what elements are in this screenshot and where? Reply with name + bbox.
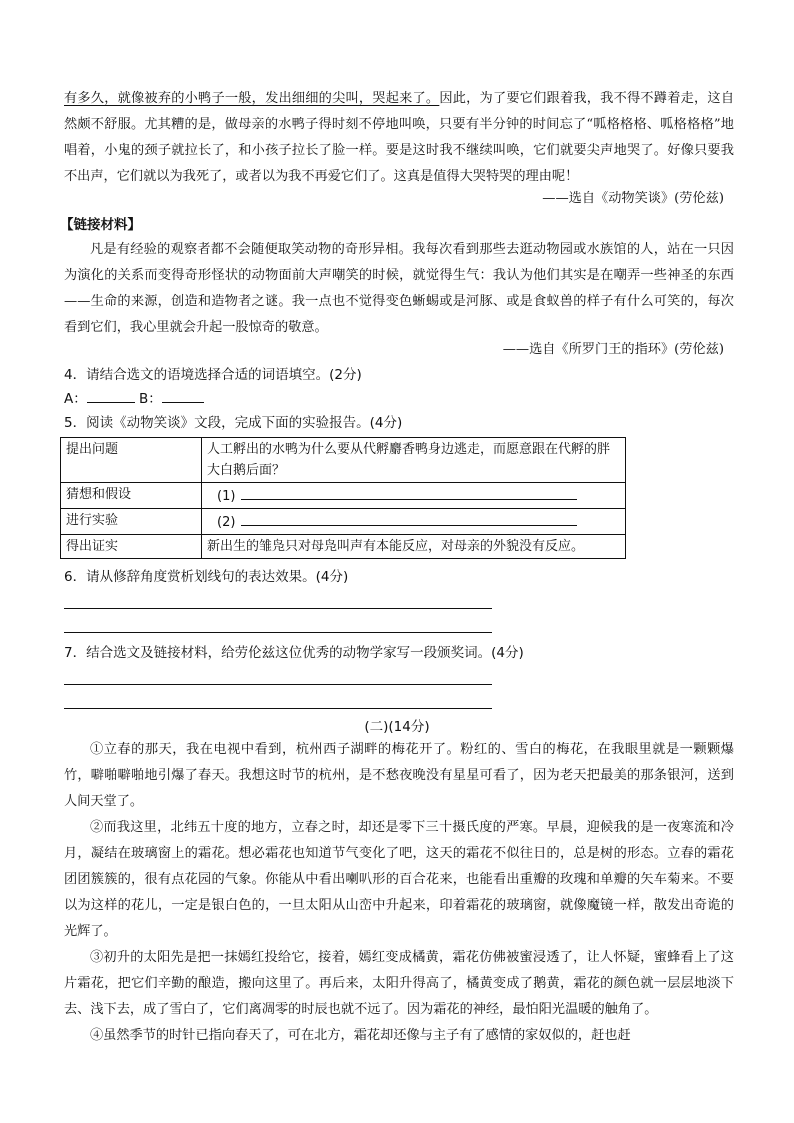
row-label: 进行实验 <box>61 509 202 535</box>
underlined-sentence: 有多久，就像被弃的小鸭子一般，发出细细的尖叫，哭起来了。 <box>64 91 440 106</box>
table-row <box>61 509 626 535</box>
question-6: 6．请从修辞角度赏析划线句的表达效果。(4分) <box>64 569 349 585</box>
row-number: (1) <box>217 489 236 504</box>
row-content: 人工孵出的水鸭为什么要从代孵麝香鸭身边逃走，而愿意跟在代孵的胖大白鹅后面？ <box>202 438 626 483</box>
question-4: 4．请结合选文的语境选择合适的词语填空。(2分) <box>64 367 362 383</box>
essay-paragraph-1: ①立春的那天，我在电视中看到，杭州西子湖畔的梅花开了。粉红的、雪白的梅花，在我眼里就是一颗颗爆竹，噼啪噼啪地引爆了春天。我想这时节的杭州，是不愁夜晚没有星星可看了，因为老天把最美的那条银河，送到人间天堂了。 <box>64 742 734 809</box>
link-material-source: ——选自《所罗门王的指环》(劳伦兹) <box>502 342 724 357</box>
passage-paragraph <box>64 86 734 190</box>
answer-a-blank[interactable] <box>87 388 135 403</box>
passage-source: ——选自《动物笑谈》(劳伦兹) <box>542 191 724 206</box>
passage-text: 因此，为了要它们跟着我，我不得不蹲着走， <box>439 91 708 106</box>
row-content[interactable] <box>202 509 626 535</box>
answer-line[interactable] <box>241 510 577 526</box>
question-4-answers <box>64 388 204 410</box>
experiment-report-table <box>60 437 626 559</box>
link-material-text: 凡是有经验的观察者都不会随便取笑动物的奇形异相。我每次看到那些去逛动物园或水族馆的人，站在一只因为演化的关系而变得奇形怪状的动物面前大声嘲笑的时候，就觉得生气：我认为他们其实是在嘲弄一些神圣的东西——生命的来源，创造和造物者之谜。我一点也不觉得变色蜥蜴或是河豚、或是食蚁兽的样子有什么可笑的，每次看到它们，我心里就会升起一股惊奇的敬意。 <box>64 242 734 335</box>
row-label: 提出问题 <box>61 438 202 483</box>
table-row <box>61 535 626 559</box>
essay-paragraph-3: ③初升的太阳先是把一抹嫣红投给它，接着，嫣红变成橘黄，霜花仿佛被蜜浸透了，让人怀疑，蜜蜂看上了这片霜花，把它们辛勤的酿造，搬向这里了。再后来，太阳升得高了，橘黄变成了鹅黄，霜花的颜色就一层层地淡下去、浅下去，成了雪白了，它们离凋零的时辰也就不远了。因为霜花的神经，最怕阳光温暖的触角了。 <box>64 950 734 1017</box>
answer-line[interactable] <box>241 484 577 500</box>
table-row <box>61 438 626 483</box>
answer-line[interactable] <box>64 608 492 609</box>
essay-paragraph-4: ④虽然季节的时针已指向春天了，可在北方，霜花却还像与主子有了感情的家奴似的，赶也赶 <box>90 1028 631 1043</box>
row-label: 猜想和假设 <box>61 483 202 509</box>
question-5: 5．阅读《动物笑谈》文段，完成下面的实验报告。(4分) <box>64 415 403 431</box>
answer-line[interactable] <box>64 708 492 709</box>
section-heading: (二)(14分) <box>364 719 430 735</box>
link-material-heading: 【链接材料】 <box>60 217 141 233</box>
passage-text-continued: 这自然颇不舒服。尤其糟的是，做母亲的水鸭子得时刻不停地叫唤，只要有半分钟的时间忘了“呱格格格、呱格格格”地唱着，小鬼的颈子就拉长了，和小孩子拉长了脸一样。要是这时我不继续叫唤，它们就要尖声地哭了。好像只要我不出声，它们就以为我死了，或者以为我不再爱它们了。这真是值得大哭特哭的理由呢！ <box>64 91 735 184</box>
answer-line[interactable] <box>64 684 492 685</box>
question-7: 7．结合选文及链接材料，给劳伦兹这位优秀的动物学家写一段颁奖词。(4分) <box>64 645 524 661</box>
answer-b-blank[interactable] <box>162 388 204 403</box>
row-content: 新出生的雏凫只对母凫叫声有本能反应，对母亲的外貌没有反应。 <box>202 535 626 559</box>
row-label: 得出证实 <box>61 535 202 559</box>
essay-paragraph-2: ②而我这里，北纬五十度的地方，立春之时，却还是零下三十摄氏度的严寒。早晨，迎候我的是一夜寒流和冷月，凝结在玻璃窗上的霜花。想必霜花也知道节气变化了吧，这天的霜花不似往日的，总是树的形态。立春的霜花团团簇簇的，很有点花园的气象。你能从中看出喇叭形的百合花来，也能看出重瓣的玫瑰和单瓣的矢车菊来。不要以为这样的花儿，一定是银白色的，一旦太阳从山峦中升起来，印着霜花的玻璃窗，就像魔镜一样，散发出奇诡的光辉了。 <box>64 820 734 939</box>
answer-a-label: A： <box>64 391 87 407</box>
row-number: (2) <box>217 515 236 530</box>
row-content[interactable] <box>202 483 626 509</box>
answer-line[interactable] <box>64 632 492 633</box>
answer-b-label: B： <box>139 391 162 407</box>
table-row <box>61 483 626 509</box>
